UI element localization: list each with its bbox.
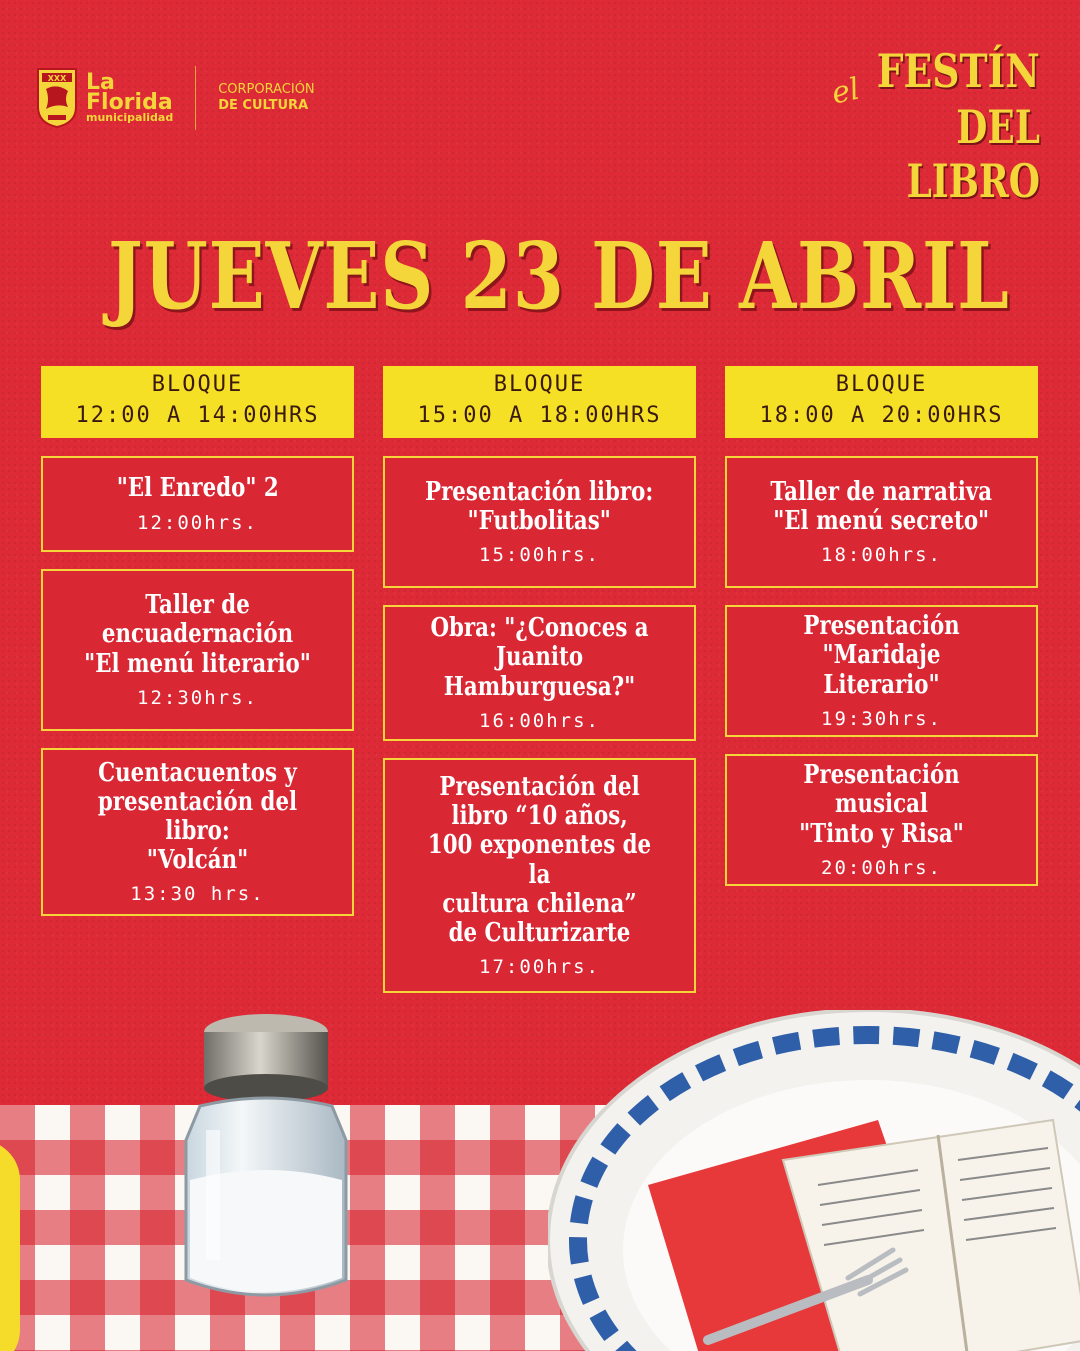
logo-divider bbox=[195, 66, 196, 130]
block-header-3 bbox=[725, 366, 1038, 438]
block-header-2 bbox=[383, 366, 696, 438]
block-label: BLOQUE bbox=[835, 372, 928, 397]
block-header-1 bbox=[41, 366, 354, 438]
event-title: Presentación "Maridaje Literario" bbox=[803, 611, 960, 700]
yellow-plate-edge bbox=[0, 1140, 20, 1351]
event-title: Presentación musical "Tinto y Risa" bbox=[799, 760, 964, 849]
event-card bbox=[383, 758, 696, 993]
block-time-range: 18:00 A 20:00HRS bbox=[759, 403, 1004, 428]
block-label: BLOQUE bbox=[493, 372, 586, 397]
brand-line-2: Florida bbox=[86, 89, 173, 115]
event-card bbox=[383, 456, 696, 588]
event-logo-prefix: el bbox=[828, 71, 863, 112]
event-card bbox=[725, 605, 1038, 737]
corporation-line-2: DE CULTURA bbox=[218, 98, 309, 113]
event-title: Presentación del libro “10 años, 100 exponentes de la cultura chilena” de Culturizarte bbox=[427, 772, 652, 948]
corporation-name bbox=[218, 82, 314, 115]
municipality-name bbox=[86, 69, 174, 125]
event-logo-line-1: FESTÍN bbox=[877, 44, 1040, 98]
salt-shaker-icon bbox=[176, 1010, 356, 1310]
event-card bbox=[383, 605, 696, 741]
event-time: 20:00hrs. bbox=[821, 856, 942, 879]
event-title: Obra: "¿Conoces a Juanito Hamburguesa?" bbox=[430, 613, 649, 702]
event-logo bbox=[828, 44, 1042, 208]
event-time: 17:00hrs. bbox=[479, 955, 600, 978]
block-time-range: 12:00 A 14:00HRS bbox=[75, 403, 320, 428]
block-time-range: 15:00 A 18:00HRS bbox=[417, 403, 662, 428]
crest-icon bbox=[36, 67, 78, 129]
event-card bbox=[41, 748, 354, 916]
event-time: 12:30hrs. bbox=[137, 686, 258, 709]
event-logo-line-2: DEL LIBRO bbox=[906, 100, 1040, 208]
corporation-line-1: CORPORACIÓN bbox=[218, 81, 315, 97]
event-title: Cuentacuentos y presentación del libro: "Volcán" bbox=[97, 757, 298, 876]
plate-with-book-icon bbox=[548, 1010, 1080, 1351]
svg-text:XXX: XXX bbox=[47, 74, 67, 83]
event-card bbox=[725, 456, 1038, 588]
event-time: 19:30hrs. bbox=[821, 707, 942, 730]
event-time: 18:00hrs. bbox=[821, 544, 942, 567]
event-time: 16:00hrs. bbox=[479, 709, 600, 732]
event-card bbox=[41, 569, 354, 731]
block-label: BLOQUE bbox=[151, 372, 244, 397]
event-time: 15:00hrs. bbox=[479, 544, 600, 567]
page-title: JUEVES 23 DE ABRIL bbox=[108, 222, 1010, 330]
brand-line-1: La bbox=[86, 69, 115, 95]
event-card bbox=[41, 456, 354, 552]
event-time: 13:30 hrs. bbox=[130, 883, 265, 906]
event-card bbox=[725, 754, 1038, 886]
municipality-logo bbox=[36, 66, 315, 130]
event-title: Taller de narrativa "El menú secreto" bbox=[770, 476, 993, 536]
event-title: "El Enredo" 2 bbox=[116, 473, 279, 504]
event-time: 12:00hrs. bbox=[137, 511, 258, 534]
brand-line-3: municipalidad bbox=[86, 111, 174, 125]
event-title: Presentación libro: "Futbolitas" bbox=[425, 476, 654, 536]
event-title: Taller de encuadernación "El menú literario" bbox=[84, 590, 311, 679]
